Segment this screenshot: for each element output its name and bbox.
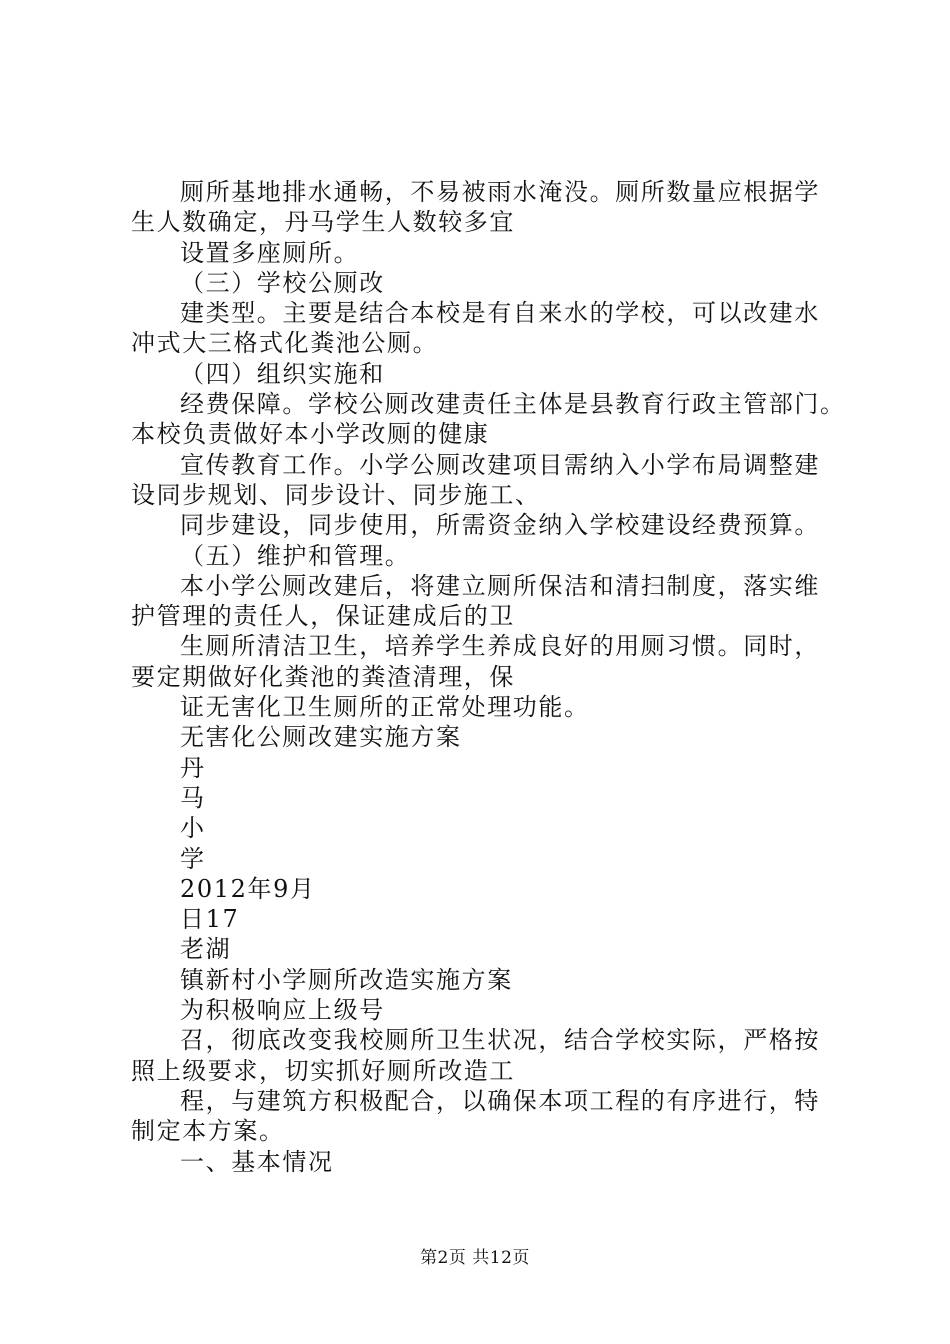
text-line: 护管理的责任人，保证建成后的卫 (131, 602, 515, 631)
text-line: 建类型。主要是结合本校是有自来水的学校，可以改建水 (180, 299, 820, 328)
text-line: 老湖 (180, 935, 232, 964)
text-line: 为积极响应上级号 (180, 996, 385, 1025)
text-line: 本校负责做好本小学改厕的健康 (131, 420, 490, 449)
text-line: 经费保障。学校公厕改建责任主体是县教育行政主管部门。 (180, 390, 846, 419)
text-line: 小 (180, 814, 206, 843)
text-line: 生厕所清洁卫生，培养学生养成良好的用厕习惯。同时， (180, 632, 820, 661)
text-line: 马 (180, 783, 206, 812)
page-footer: 第2页 共12页 (420, 1248, 530, 1268)
text-line: 日17 (180, 905, 240, 934)
text-line: 证无害化卫生厕所的正常处理功能。 (180, 693, 590, 722)
text-line: 程，与建筑方积极配合，以确保本项工程的有序进行，特 (180, 1086, 820, 1115)
text-line: 宣传教育工作。小学公厕改建项目需纳入小学布局调整建 (180, 450, 820, 479)
text-line: （五）维护和管理。 (180, 541, 411, 570)
text-line: 召，彻底改变我校厕所卫生状况，结合学校实际，严格按 (180, 1026, 820, 1055)
document-body (131, 177, 846, 1177)
text-line: 厕所基地排水通畅，不易被雨水淹没。厕所数量应根据学 (180, 178, 820, 206)
text-line: （三）学校公厕改 (180, 268, 385, 297)
text-line: 设同步规划、同步设计、同步施工、 (131, 480, 541, 509)
text-line: 无害化公厕改建实施方案 (180, 723, 462, 752)
text-line: 要定期做好化粪池的粪渣清理，保 (131, 662, 515, 691)
text-line: 设置多座厕所。 (180, 238, 360, 267)
text-line: 生人数确定，丹马学生人数较多宜 (131, 208, 515, 237)
text-line: 照上级要求，切实抓好厕所改造工 (131, 1056, 515, 1085)
text-line: 冲式大三格式化粪池公厕。 (131, 329, 439, 358)
text-line: 同步建设，同步使用，所需资金纳入学校建设经费预算。 (180, 511, 820, 540)
text-line: 一、基本情况 (180, 1147, 334, 1176)
text-line: 制定本方案。 (131, 1117, 285, 1146)
text-line: 丹 (180, 753, 206, 782)
text-line: 2012年9月 (180, 874, 316, 903)
text-line: 镇新村小学厕所改造实施方案 (180, 965, 513, 994)
text-line: 学 (180, 844, 206, 873)
text-line: （四）组织实施和 (180, 359, 385, 388)
text-line: 本小学公厕改建后，将建立厕所保洁和清扫制度，落实维 (180, 571, 820, 600)
